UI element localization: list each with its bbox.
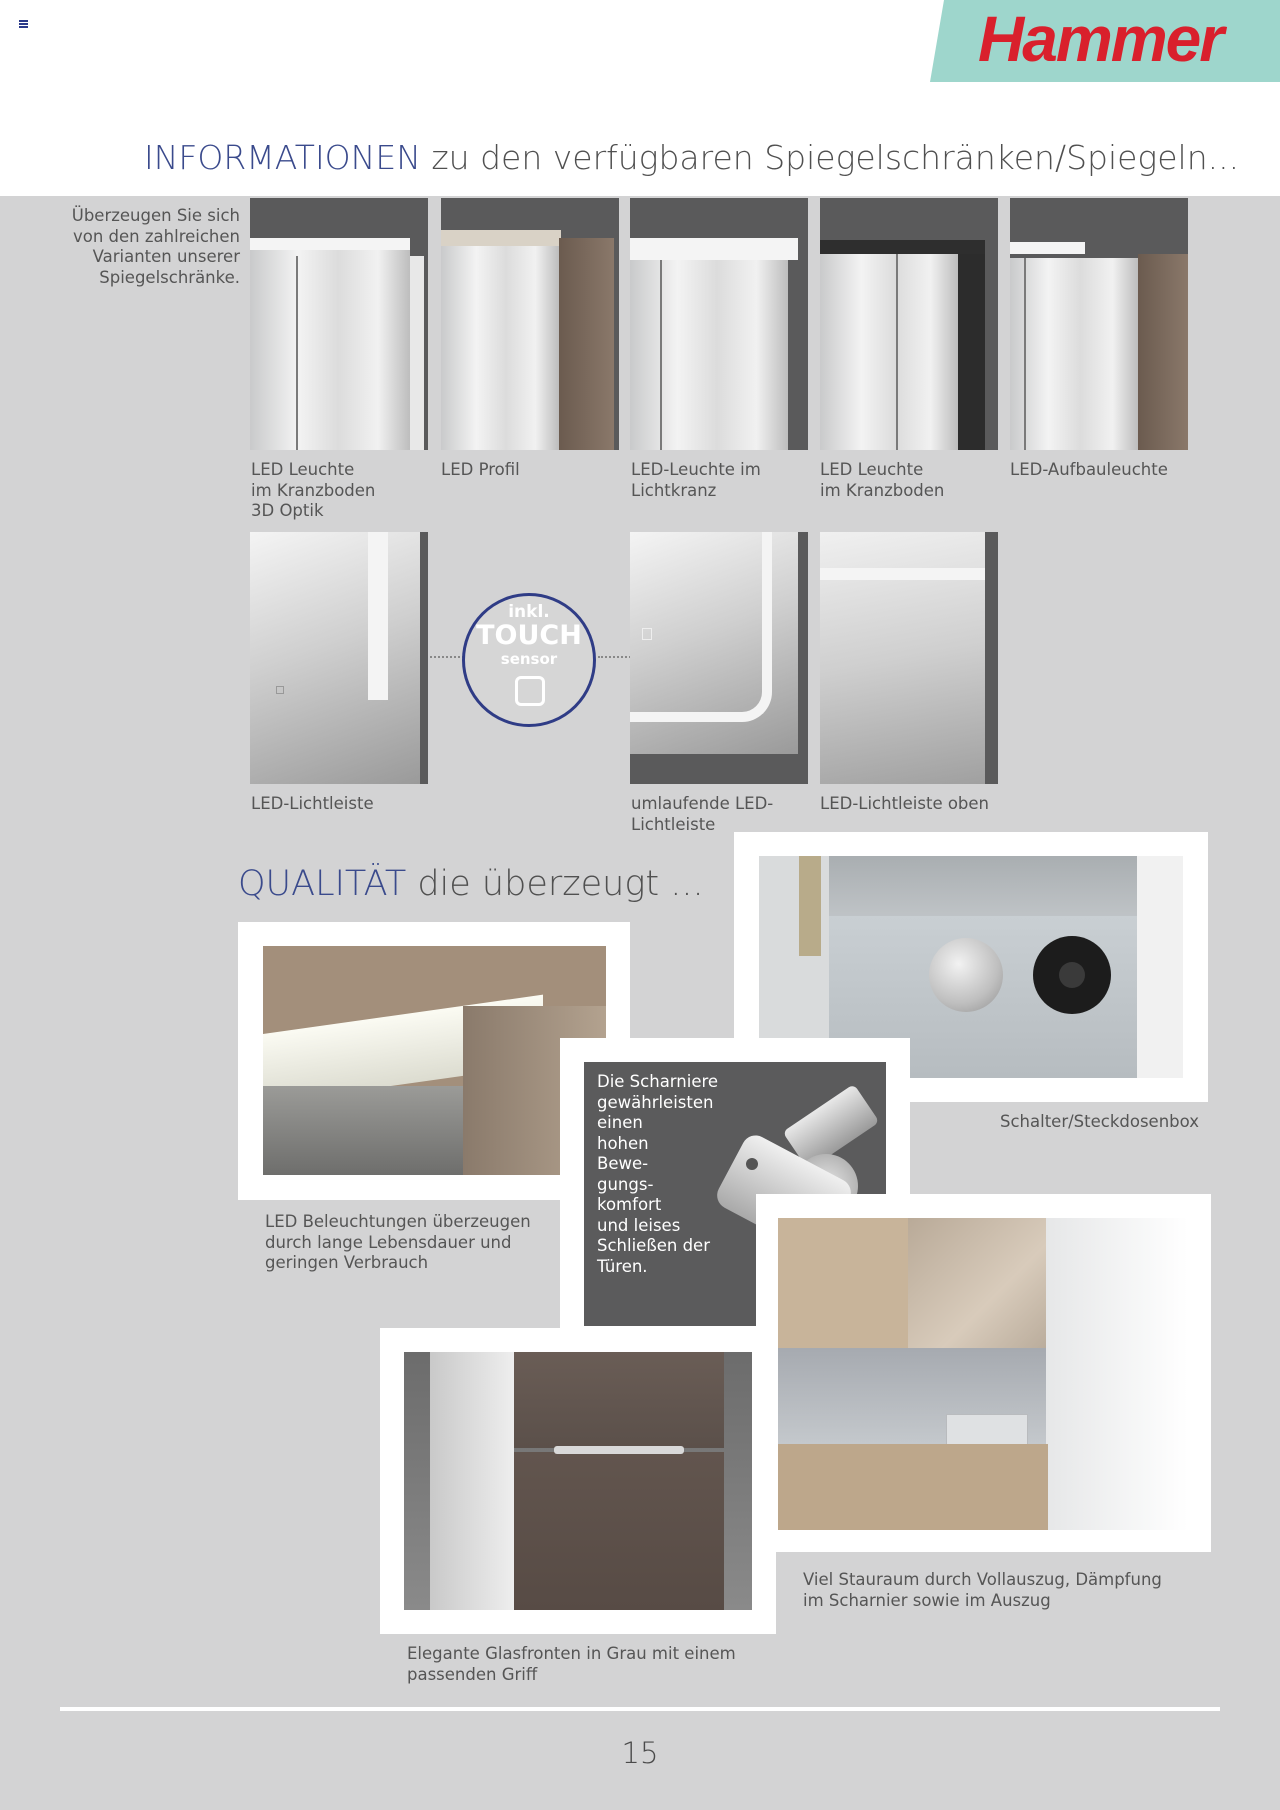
- touch-badge-line1: inkl.: [508, 602, 550, 622]
- variant-image-3: [630, 198, 808, 450]
- led-caption: LED Beleuchtungen überzeugen durch lange Lebensdauer und geringen Verbrauch: [265, 1212, 531, 1272]
- page-title: [144, 138, 1239, 177]
- variant-caption-3: LED-Leuchte im Lichtkranz: [631, 460, 761, 500]
- menu-icon[interactable]: [19, 20, 28, 28]
- variant-caption-1: LED Leuchte im Kranzboden 3D Optik: [251, 460, 376, 520]
- touch-button-icon: [515, 676, 545, 706]
- variant-caption-7: umlaufende LED- Lichtleiste: [631, 794, 774, 834]
- quality-title-rest: die überzeugt ...: [406, 864, 704, 904]
- touch-badge-line2: TOUCH: [476, 620, 582, 651]
- socket-caption: Schalter/Steckdosenbox: [1000, 1112, 1199, 1131]
- variant-caption-8: LED-Lichtleiste oben: [820, 794, 990, 813]
- variant-caption-5: LED-Aufbauleuchte: [1010, 460, 1168, 479]
- quality-title: [238, 864, 704, 904]
- variant-image-5: [1010, 198, 1188, 450]
- glass-photo: [404, 1352, 752, 1610]
- page-title-rest: zu den verfügbaren Spiegelschränken/Spiegeln...: [420, 138, 1240, 177]
- touch-sensor-badge: [462, 593, 596, 727]
- drawer-photo: [778, 1218, 1188, 1530]
- glass-caption: Elegante Glasfronten in Grau mit einem passenden Griff: [407, 1644, 736, 1684]
- drawer-caption: Viel Stauraum durch Vollauszug, Dämpfung im Scharnier sowie im Auszug: [803, 1570, 1162, 1610]
- variant-image-8: [820, 532, 998, 784]
- intro-text: Überzeugen Sie sich von den zahlreichen Varianten unserer Spiegelschränke.: [71, 206, 240, 287]
- led-photo: [263, 946, 606, 1175]
- quality-title-accent: QUALITÄT: [238, 864, 407, 904]
- page-number: 15: [621, 1736, 659, 1770]
- variant-image-6: [250, 532, 428, 784]
- dotted-connector-right: [598, 656, 631, 658]
- brand-logo[interactable]: Hammer: [978, 3, 1223, 75]
- variant-caption-6: LED-Lichtleiste: [251, 794, 374, 813]
- variant-image-7: [630, 532, 808, 784]
- hinge-text: Die Scharniere gewährleisten einen hohen Bewe- gungs- komfort und leises Schließen der Türen.: [597, 1072, 719, 1276]
- variant-image-1: [250, 198, 428, 450]
- variant-image-2: [441, 198, 619, 450]
- variant-caption-2: LED Profil: [441, 460, 520, 479]
- variant-image-4: [820, 198, 998, 450]
- page-title-accent: INFORMATIONEN: [144, 138, 421, 177]
- touch-badge-line3: sensor: [500, 650, 558, 668]
- dotted-connector-left: [430, 656, 464, 658]
- footer-divider: [60, 1707, 1220, 1711]
- variant-caption-4: LED Leuchte im Kranzboden: [820, 460, 945, 500]
